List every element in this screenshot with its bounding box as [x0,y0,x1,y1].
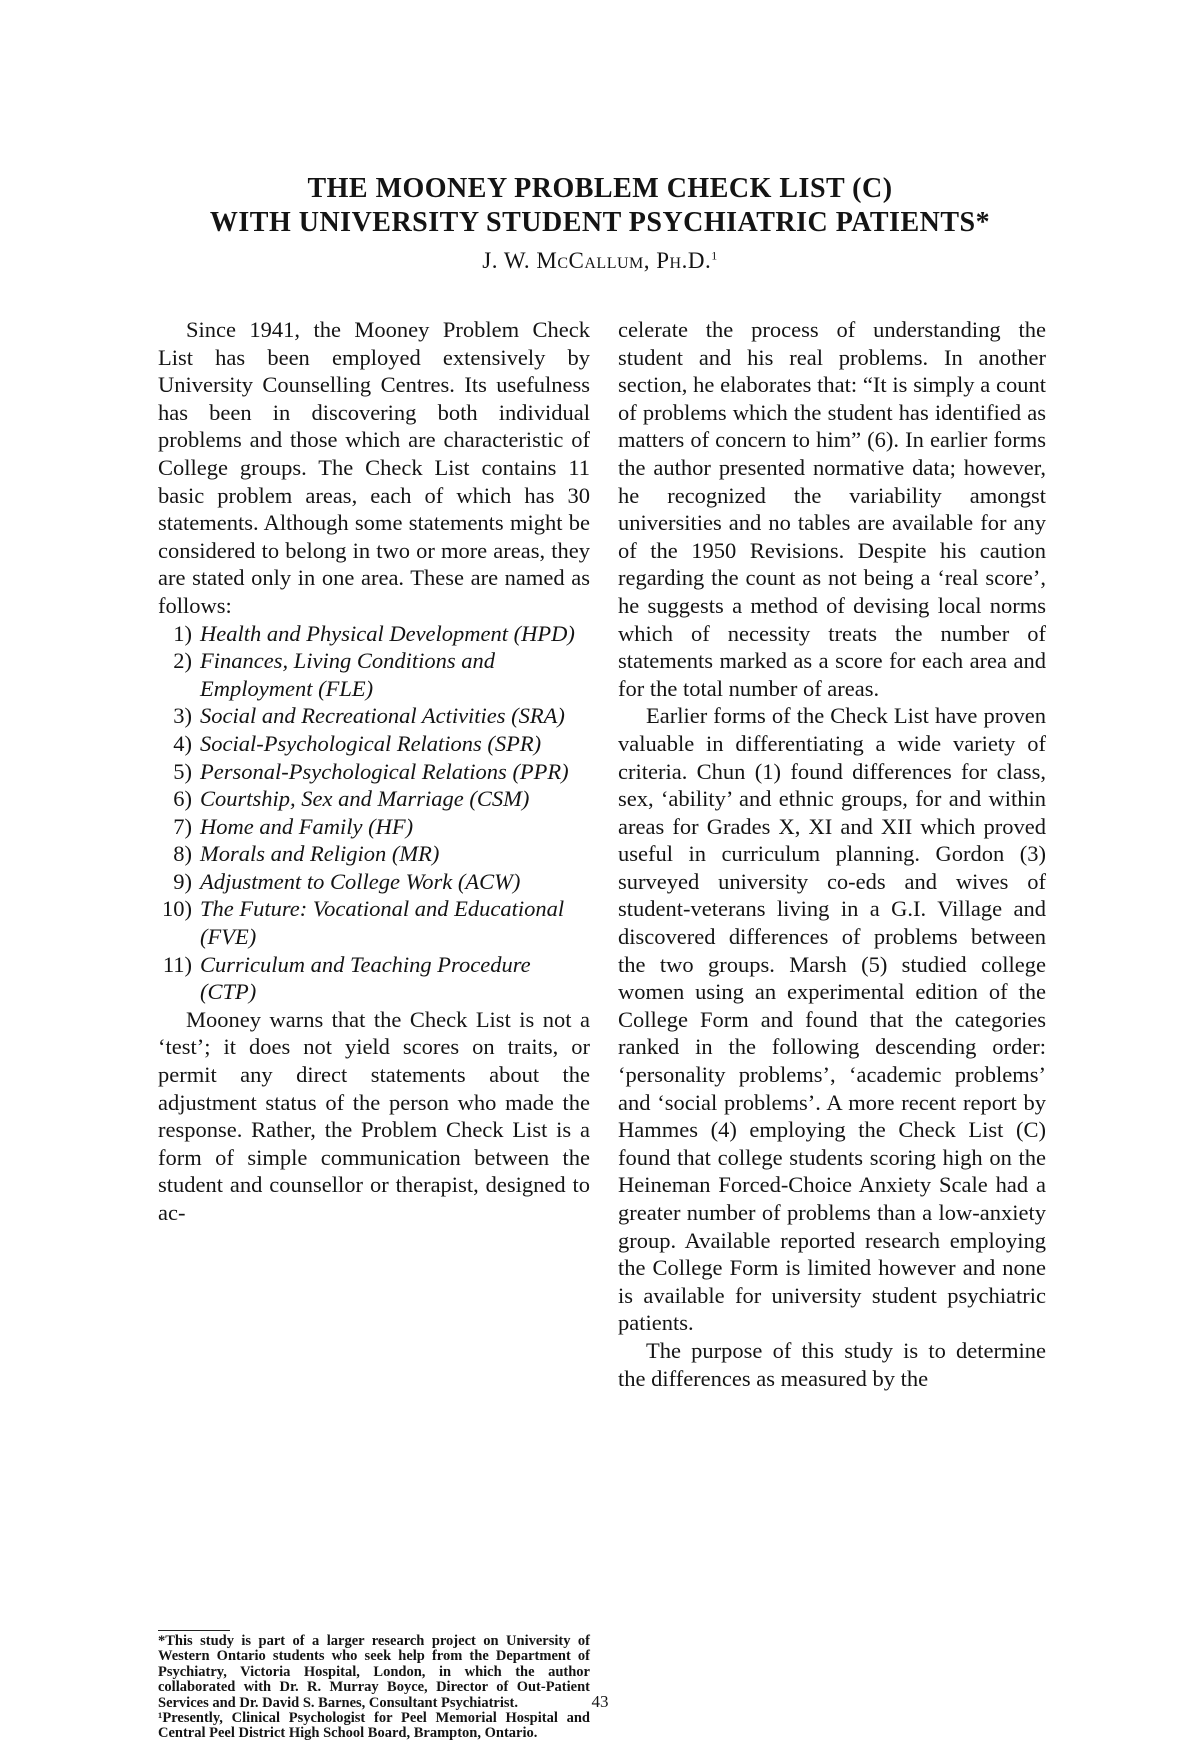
list-number: 5) [173,758,192,784]
list-number: 4) [173,730,192,756]
list-number: 9) [173,868,192,894]
list-item [158,620,590,648]
list-number: 3) [173,703,192,729]
area-name: Morals and Religion (MR) [200,841,440,867]
list-item [158,647,590,702]
area-name: The Future: Vocational and Educational (FVE) [200,896,565,950]
list-number: 7) [173,813,192,839]
area-name: Curriculum and Teaching Procedure (CTP) [200,951,531,1005]
list-number: 2) [173,648,192,674]
left-column [158,316,590,1227]
list-item [158,840,590,868]
list-item [158,895,590,950]
list-number: 10) [162,896,192,922]
author-line [0,248,1200,274]
continuation-paragraph: celerate the process of understanding the student and his real problems. In another section, he elaborates that: “It is simply a count of problems which the student has identified as matters of concern to him” (6). In earlier forms the author presented normative data; however, he recognized the variability amongst universities and no tables are available for any of the 1950 Revisions. Despite his caution regarding the count as not being a ‘real score’, he suggests a method of devising local norms which of necessity treats the number of statements marked as a score for each area and for the total number of areas. [618,317,1046,701]
list-item [158,702,590,730]
list-item [158,951,590,1006]
earlier-forms-paragraph: Earlier forms of the Check List have proven valuable in differentiating a wide variety of criteria. Chun (1) found differences for class, sex, ‘ability’ and ethnic groups, for and within areas for Grades X, XI and XII which proved useful in curriculum planning. Gordon (3) surveyed university co-eds and wives of student-veterans living in a G.I. Village and discovered differences of problems between the two groups. Marsh (5) studied college women using an experimental edition of the College Form and found that the categories ranked in the following descending order: ‘personality problems’, ‘academic problems’ and ‘social problems’. A more recent report by Hammes (4) employing the Check List (C) found that college students scoring high on the Heineman Forced-Choice Anxiety Scale had a greater number of problems than a low-anxiety group. Available reported research employing the College Form is limited however and none is available for university student psychiatric patients. [618,703,1046,1336]
title-line-1: THE MOONEY PROBLEM CHECK LIST (C) [307,173,893,204]
list-number: 11) [162,951,192,977]
footnote-study: *This study is part of a larger research project on University of Western Ontario students who seek help from the Department of Psychiatry, Victoria Hospital, London, in which the author collaborated with Dr. R. Murray Boyce, Director of Out-Patient Services and Dr. David S. Barnes, Consultant Psychiatrist. [158,1633,590,1711]
area-name: Health and Physical Development (HPD) [200,620,575,646]
area-name: Social-Psychological Relations (SPR) [200,730,542,756]
author-name: J. W. McCallum, Ph.D. [482,248,712,273]
list-number: 6) [173,786,192,812]
intro-paragraph: Since 1941, the Mooney Problem Check List has been employed extensively by University Counselling Centres. Its usefulness has been in discovering both individual problems and those which are characteristic of College groups. The Check List contains 11 basic problem areas, each of which has 30 statements. Although some statements might be considered to belong in two or more areas, they are stated only in one area. These are named as follows: [158,317,590,618]
footnote-author: ¹Presently, Clinical Psychologist for Peel Memorial Hospital and Central Peel District High School Board, Brampton, Ontario. [158,1710,590,1742]
title-line-2: WITH UNIVERSITY STUDENT PSYCHIATRIC PATIENTS* [209,207,991,238]
list-item [158,813,590,841]
page-number: 43 [591,1692,609,1711]
purpose-paragraph: The purpose of this study is to determine the differences as measured by the [618,1337,1046,1391]
mooney-warning-paragraph: Mooney warns that the Check List is not a ‘test’; it does not yield scores on traits, or permit any direct statements about the adjustment status of the person who made the response. Rather, the Problem Check List is a form of simple communication between the student and counsellor or therapist, designed to ac- [158,1006,590,1225]
area-name: Home and Family (HF) [200,813,414,839]
area-name: Social and Recreational Activities (SRA) [200,703,565,729]
problem-area-list [158,620,590,1006]
footnote-rule [158,1630,230,1631]
list-item [158,785,590,813]
area-name: Personal-Psychological Relations (PPR) [200,758,569,784]
right-column [618,316,1046,1392]
list-item [158,730,590,758]
area-name: Finances, Living Conditions and Employment (FLE) [200,648,495,701]
area-name: Courtship, Sex and Marriage (CSM) [200,786,530,812]
author-footnote-mark: 1 [711,248,718,263]
list-number: 8) [173,841,192,867]
area-name: Adjustment to College Work (ACW) [200,868,521,894]
list-number: 1) [173,620,192,646]
list-item [158,868,590,896]
list-item [158,758,590,786]
